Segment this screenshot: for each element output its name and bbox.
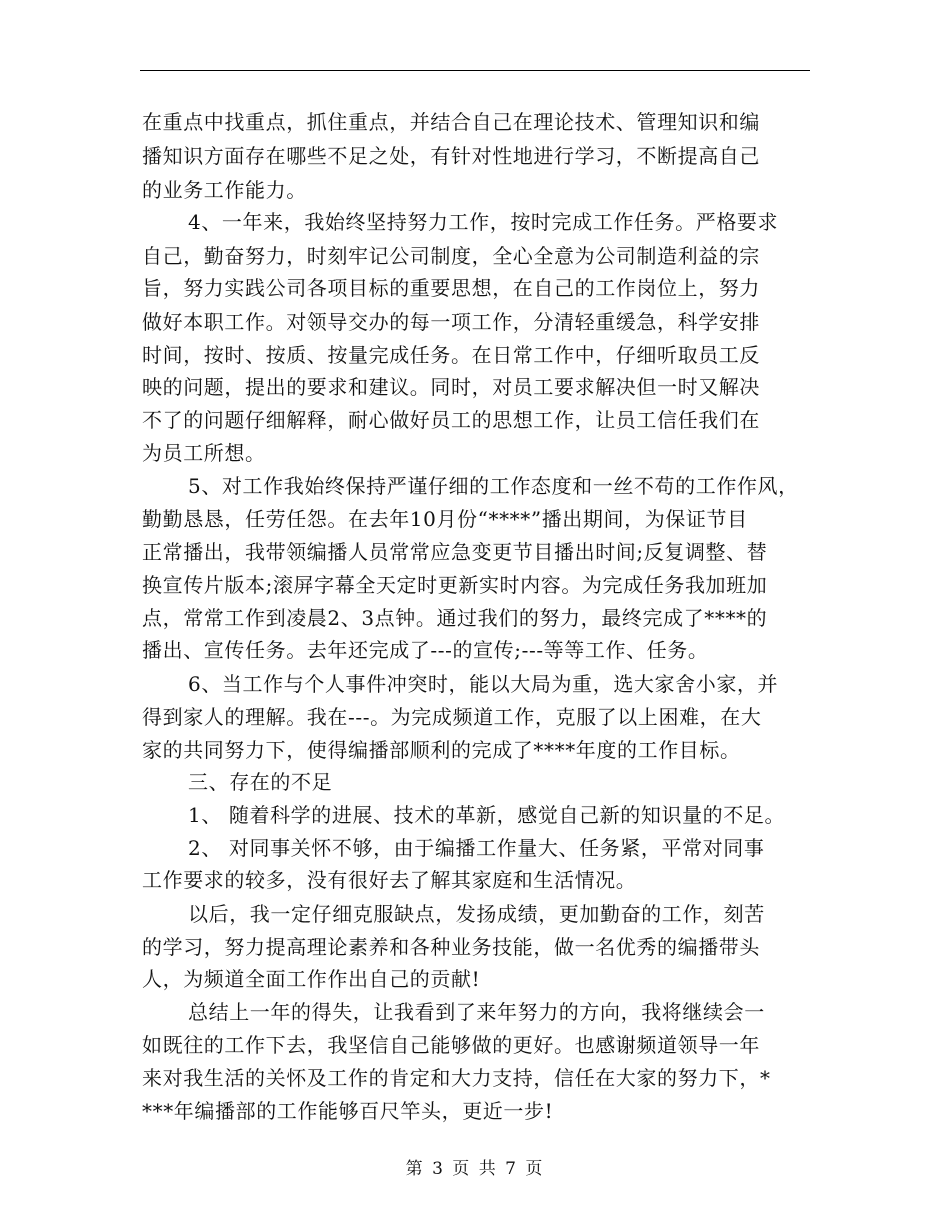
text-line: 做好本职工作。对领导交办的每一项工作，分清轻重缓急，科学安排 (142, 310, 760, 334)
section-heading: 三、存在的不足 (188, 770, 333, 794)
text-line: 勤勤恳恳，任劳任怨。在去年10月份“****”播出期间，为保证节目 (142, 507, 748, 531)
text-line: 映的问题，提出的要求和建议。同时，对员工要求解决但一时又解决 (142, 375, 760, 399)
text-line: 播知识方面存在哪些不足之处，有针对性地进行学习，不断提高自己 (142, 144, 760, 168)
text-line: 来对我生活的关怀及工作的肯定和大力支持，信任在大家的努力下，* (142, 1066, 771, 1090)
text-line: 如既往的工作下去，我坚信自己能够做的更好。也感谢频道领导一年 (142, 1033, 760, 1057)
header-rule (140, 70, 810, 71)
text-line: 家的共同努力下，使得编播部顺利的完成了****年度的工作目标。 (142, 738, 741, 762)
text-line: 1、 随着科学的进展、技术的革新，感觉自己新的知识量的不足。 (188, 803, 786, 827)
text-line: 的业务工作能力。 (142, 178, 307, 202)
text-line: 5、对工作我始终保持严谨仔细的工作态度和一丝不苟的工作作风， (188, 474, 799, 498)
text-line: 2、 对同事关怀不够，由于编播工作量大、任务紧，平常对同事 (188, 836, 765, 860)
text-line: 在重点中找重点，抓住重点，并结合自己在理论技术、管理知识和编 (142, 110, 760, 134)
text-line: 得到家人的理解。我在---。为完成频道工作，克服了以上困难，在大 (142, 705, 762, 729)
text-line: 不了的问题仔细解释，耐心做好员工的思想工作，让员工信任我们在 (142, 408, 760, 432)
text-line: 6、当工作与个人事件冲突时，能以大局为重，选大家舍小家，并 (188, 672, 779, 696)
text-line: 播出、宣传任务。去年还完成了---的宣传;---等等工作、任务。 (142, 638, 709, 662)
text-line: 旨，努力实践公司各项目标的重要思想，在自己的工作岗位上，努力 (142, 276, 760, 300)
text-line: 人，为频道全面工作作出自己的贡献! (142, 967, 481, 991)
page-number: 第 3 页 共 7 页 (405, 1159, 545, 1179)
text-line: ***年编播部的工作能够百尺竿头，更近一步! (142, 1099, 554, 1123)
text-line: 工作要求的较多，没有很好去了解其家庭和生活情况。 (142, 868, 637, 892)
text-line: 总结上一年的得失，让我看到了来年努力的方向，我将继续会一 (188, 1000, 765, 1024)
text-line: 4、一年来，我始终坚持努力工作，按时完成工作任务。严格要求 (188, 210, 779, 234)
text-line: 为员工所想。 (142, 441, 266, 465)
text-line: 自己，勤奋努力，时刻牢记公司制度，全心全意为公司制造利益的宗 (142, 244, 760, 268)
text-line: 的学习，努力提高理论素养和各种业务技能，做一名优秀的编播带头 (142, 935, 760, 959)
text-line: 换宣传片版本;滚屏字幕全天定时更新实时内容。为完成任务我加班加 (142, 573, 768, 597)
text-line: 时间，按时、按质、按量完成任务。在日常工作中，仔细听取员工反 (142, 343, 760, 367)
text-line: 正常播出，我带领编播人员常常应急变更节目播出时间;反复调整、替 (142, 540, 768, 564)
text-line: 点，常常工作到凌晨2、3点钟。通过我们的努力，最终完成了****的 (142, 606, 768, 630)
text-line: 以后，我一定仔细克服缺点，发扬成绩，更加勤奋的工作，刻苦 (188, 902, 765, 926)
